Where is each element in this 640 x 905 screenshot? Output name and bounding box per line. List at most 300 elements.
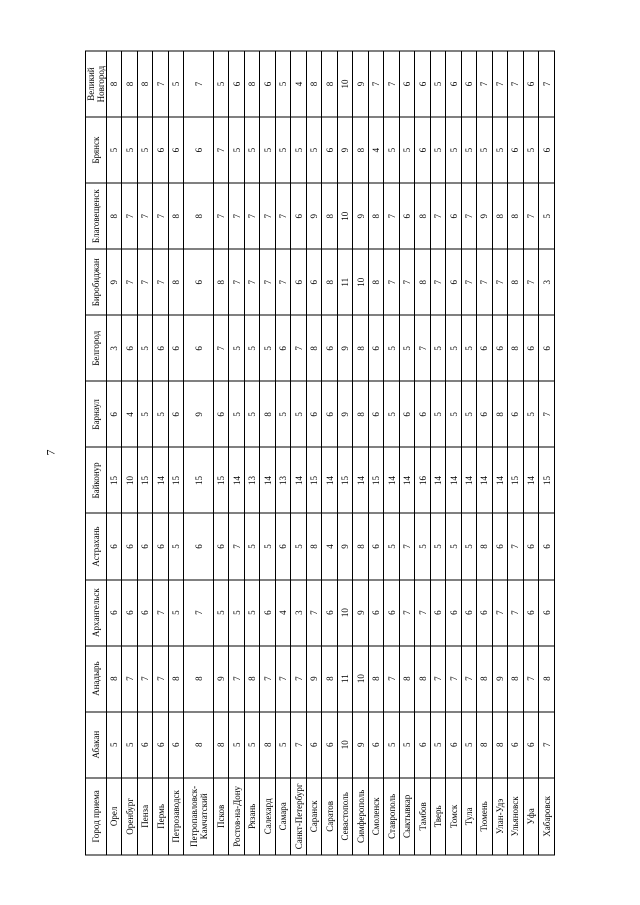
table-cell: 8 [168, 249, 183, 315]
column-header: Благовещенск [86, 183, 107, 249]
table-row [122, 51, 137, 855]
table-row [477, 51, 492, 855]
table-cell: 7 [153, 51, 168, 117]
row-city-cell: Санкт-Петербург [291, 778, 306, 855]
table-cell: 7 [477, 249, 492, 315]
row-city-cell: Севастополь [337, 778, 352, 855]
table-cell: 8 [508, 646, 523, 712]
table-cell: 6 [322, 580, 337, 646]
table-cell: 13 [244, 447, 259, 513]
table-row [275, 51, 290, 855]
table-cell: 8 [244, 646, 259, 712]
table-cell: 6 [291, 183, 306, 249]
table-cell: 7 [430, 646, 445, 712]
table-cell: 7 [415, 315, 430, 381]
row-city-cell: Томск [446, 778, 461, 855]
table-cell: 5 [430, 117, 445, 183]
table-cell: 8 [492, 381, 507, 447]
table-row [461, 51, 476, 855]
table-cell: 8 [184, 183, 214, 249]
table-cell: 5 [291, 513, 306, 579]
table-cell: 7 [368, 51, 383, 117]
table-cell: 7 [446, 646, 461, 712]
table-cell: 14 [477, 447, 492, 513]
table-cell: 14 [153, 447, 168, 513]
table-cell: 6 [306, 712, 321, 778]
table-cell: 7 [260, 183, 275, 249]
table-cell: 5 [229, 381, 244, 447]
table-cell: 8 [353, 381, 368, 447]
table-cell: 5 [384, 712, 399, 778]
table-cell: 3 [539, 249, 555, 315]
table-cell: 7 [430, 249, 445, 315]
table-cell: 5 [275, 381, 290, 447]
table-row [322, 51, 337, 855]
row-city-cell: Тамбов [415, 778, 430, 855]
table-cell: 6 [461, 51, 476, 117]
table-cell: 15 [168, 447, 183, 513]
table-cell: 5 [168, 51, 183, 117]
table-cell: 8 [306, 51, 321, 117]
table-cell: 8 [214, 249, 229, 315]
table-cell: 7 [477, 51, 492, 117]
table-cell: 7 [539, 712, 555, 778]
table-cell: 8 [353, 513, 368, 579]
table-cell: 15 [337, 447, 352, 513]
table-cell: 7 [291, 712, 306, 778]
table-cell: 7 [229, 183, 244, 249]
column-header: Архангельск [86, 580, 107, 646]
row-city-cell: Хабаровск [539, 778, 555, 855]
table-cell: 7 [153, 646, 168, 712]
table-cell: 6 [306, 249, 321, 315]
table-cell: 5 [461, 315, 476, 381]
table-cell: 4 [275, 580, 290, 646]
table-cell: 14 [430, 447, 445, 513]
table-cell: 5 [275, 51, 290, 117]
table-cell: 7 [384, 51, 399, 117]
row-city-cell: Смоленск [368, 778, 383, 855]
row-city-cell: Ростов-на-Дону [229, 778, 244, 855]
table-cell: 6 [107, 381, 122, 447]
table-cell: 6 [137, 580, 152, 646]
table-cell: 5 [523, 117, 538, 183]
page-number: 7 [43, 449, 58, 456]
column-header: Байконур [86, 447, 107, 513]
table-row [353, 51, 368, 855]
table-cell: 6 [260, 51, 275, 117]
table-cell: 8 [508, 315, 523, 381]
table-row [153, 51, 168, 855]
table-row [508, 51, 523, 855]
table-cell: 6 [415, 117, 430, 183]
table-cell: 6 [399, 51, 414, 117]
table-cell: 7 [399, 580, 414, 646]
column-header-city: Город приема [86, 778, 107, 855]
table-cell: 5 [214, 580, 229, 646]
table-cell: 6 [523, 712, 538, 778]
table-cell: 7 [430, 183, 445, 249]
table-cell: 6 [415, 381, 430, 447]
table-row [168, 51, 183, 855]
table-cell: 5 [446, 315, 461, 381]
table-cell: 7 [153, 249, 168, 315]
table-cell: 9 [353, 51, 368, 117]
table-cell: 9 [107, 249, 122, 315]
table-cell: 8 [415, 646, 430, 712]
table-cell: 6 [168, 117, 183, 183]
table-cell: 7 [399, 249, 414, 315]
table-cell: 5 [153, 381, 168, 447]
table-cell: 9 [337, 315, 352, 381]
table-cell: 14 [461, 447, 476, 513]
table-cell: 7 [229, 646, 244, 712]
table-cell: 5 [446, 117, 461, 183]
table-cell: 8 [122, 51, 137, 117]
table-cell: 8 [306, 513, 321, 579]
table-cell: 13 [275, 447, 290, 513]
table-cell: 6 [122, 315, 137, 381]
table-cell: 6 [214, 513, 229, 579]
table-cell: 5 [244, 712, 259, 778]
table-cell: 5 [399, 315, 414, 381]
table-cell: 8 [399, 646, 414, 712]
column-header: Брянск [86, 117, 107, 183]
table-cell: 7 [539, 381, 555, 447]
table-cell: 6 [477, 315, 492, 381]
table-cell: 9 [306, 646, 321, 712]
table-cell: 5 [430, 381, 445, 447]
table-cell: 8 [477, 646, 492, 712]
table-cell: 5 [461, 712, 476, 778]
table-cell: 5 [492, 117, 507, 183]
table-row [523, 51, 538, 855]
table-cell: 15 [107, 447, 122, 513]
table-cell: 7 [184, 580, 214, 646]
table-cell: 6 [306, 381, 321, 447]
table-cell: 5 [214, 51, 229, 117]
table-cell: 7 [260, 646, 275, 712]
table-cell: 5 [306, 117, 321, 183]
table-cell: 9 [337, 513, 352, 579]
table-cell: 7 [214, 183, 229, 249]
table-cell: 7 [461, 183, 476, 249]
table-cell: 6 [168, 381, 183, 447]
table-cell: 6 [368, 315, 383, 381]
table-cell: 14 [446, 447, 461, 513]
table-cell: 8 [322, 249, 337, 315]
table-cell: 9 [306, 183, 321, 249]
column-header: Великий Новгород [86, 51, 107, 117]
table-cell: 6 [508, 117, 523, 183]
table-cell: 9 [337, 117, 352, 183]
table-cell: 6 [539, 315, 555, 381]
table-cell: 6 [214, 381, 229, 447]
table-cell: 7 [122, 646, 137, 712]
column-header: Белгород [86, 315, 107, 381]
table-cell: 6 [492, 513, 507, 579]
table-row [337, 51, 352, 855]
table-cell: 8 [137, 51, 152, 117]
table-row [229, 51, 244, 855]
table-cell: 7 [137, 646, 152, 712]
table-cell: 5 [430, 712, 445, 778]
table-row [492, 51, 507, 855]
table-row [539, 51, 555, 855]
table-cell: 7 [244, 183, 259, 249]
table-cell: 16 [415, 447, 430, 513]
table-cell: 7 [523, 249, 538, 315]
table-cell: 7 [492, 249, 507, 315]
table-cell: 6 [523, 51, 538, 117]
table-cell: 7 [122, 183, 137, 249]
table-row [291, 51, 306, 855]
column-header: Анадырь [86, 646, 107, 712]
table-cell: 15 [137, 447, 152, 513]
table-cell: 9 [353, 580, 368, 646]
table-cell: 5 [137, 315, 152, 381]
table-cell: 15 [368, 447, 383, 513]
table-cell: 7 [122, 249, 137, 315]
table-cell: 6 [168, 712, 183, 778]
table-cell: 5 [244, 580, 259, 646]
table-cell: 8 [368, 646, 383, 712]
row-city-cell: Сыктывкар [399, 778, 414, 855]
table-cell: 5 [260, 117, 275, 183]
table-cell: 8 [107, 51, 122, 117]
table-cell: 6 [446, 51, 461, 117]
table-cell: 5 [107, 712, 122, 778]
table-cell: 10 [122, 447, 137, 513]
table-cell: 8 [492, 183, 507, 249]
table-cell: 6 [153, 513, 168, 579]
table-cell: 6 [368, 381, 383, 447]
table-cell: 8 [168, 646, 183, 712]
table-cell: 6 [446, 712, 461, 778]
table-cell: 8 [107, 646, 122, 712]
table-cell: 5 [461, 381, 476, 447]
table-row [137, 51, 152, 855]
row-city-cell: Петрозаводск [168, 778, 183, 855]
table-cell: 6 [184, 513, 214, 579]
table-cell: 7 [306, 580, 321, 646]
table-cell: 7 [461, 646, 476, 712]
table-cell: 6 [446, 249, 461, 315]
table-cell: 7 [523, 183, 538, 249]
table-cell: 8 [322, 646, 337, 712]
table-cell: 6 [446, 183, 461, 249]
table-cell: 8 [244, 51, 259, 117]
row-city-cell: Пермь [153, 778, 168, 855]
table-cell: 15 [539, 447, 555, 513]
table-cell: 6 [523, 315, 538, 381]
table-row [399, 51, 414, 855]
table-cell: 5 [275, 117, 290, 183]
table-cell: 5 [122, 712, 137, 778]
table-cell: 7 [523, 646, 538, 712]
table-cell: 8 [415, 249, 430, 315]
table-cell: 8 [260, 381, 275, 447]
table-cell: 7 [415, 580, 430, 646]
table-cell: 6 [184, 249, 214, 315]
table-row [415, 51, 430, 855]
table-cell: 5 [244, 381, 259, 447]
table-cell: 7 [461, 249, 476, 315]
table-cell: 11 [337, 646, 352, 712]
table-cell: 3 [107, 315, 122, 381]
table-cell: 9 [337, 381, 352, 447]
table-cell: 9 [492, 646, 507, 712]
table-cell: 6 [322, 381, 337, 447]
table-cell: 5 [399, 117, 414, 183]
table-cell: 8 [539, 646, 555, 712]
table-cell: 6 [168, 315, 183, 381]
table-row [368, 51, 383, 855]
table-cell: 8 [184, 712, 214, 778]
table-cell: 7 [137, 249, 152, 315]
table-cell: 6 [260, 580, 275, 646]
table-cell: 7 [214, 117, 229, 183]
row-city-cell: Оренбург [122, 778, 137, 855]
table-cell: 5 [430, 513, 445, 579]
table-cell: 5 [229, 117, 244, 183]
row-city-cell: Ульяновск [508, 778, 523, 855]
table-cell: 6 [508, 381, 523, 447]
table-cell: 5 [122, 117, 137, 183]
table-cell: 6 [153, 315, 168, 381]
table-cell: 7 [184, 51, 214, 117]
table-cell: 6 [477, 381, 492, 447]
table-cell: 5 [229, 580, 244, 646]
table-cell: 5 [107, 117, 122, 183]
row-city-cell: Орел [107, 778, 122, 855]
table-cell: 6 [384, 580, 399, 646]
table-cell: 6 [415, 51, 430, 117]
table-cell: 14 [399, 447, 414, 513]
table-cell: 10 [337, 712, 352, 778]
table-cell: 6 [477, 580, 492, 646]
table-cell: 5 [244, 513, 259, 579]
table-cell: 8 [322, 51, 337, 117]
row-city-cell: Петропавловск-Камчатский [184, 778, 214, 855]
table-cell: 7 [384, 249, 399, 315]
table-cell: 8 [368, 249, 383, 315]
table-cell: 5 [446, 381, 461, 447]
table-row [214, 51, 229, 855]
table-cell: 6 [275, 315, 290, 381]
table-cell: 6 [523, 580, 538, 646]
table-cell: 5 [384, 381, 399, 447]
row-city-cell: Самара [275, 778, 290, 855]
table-cell: 8 [368, 183, 383, 249]
table-cell: 8 [184, 646, 214, 712]
table-cell: 6 [461, 580, 476, 646]
table-cell: 6 [153, 117, 168, 183]
row-city-cell: Симферополь [353, 778, 368, 855]
table-row [430, 51, 445, 855]
table-row [306, 51, 321, 855]
table-cell: 6 [415, 712, 430, 778]
table-cell: 5 [446, 513, 461, 579]
table-cell: 5 [461, 117, 476, 183]
table-cell: 4 [122, 381, 137, 447]
table-cell: 6 [291, 249, 306, 315]
table-cell: 8 [260, 712, 275, 778]
table-cell: 14 [353, 447, 368, 513]
table-cell: 7 [291, 315, 306, 381]
table-cell: 9 [184, 381, 214, 447]
column-header: Биробиджан [86, 249, 107, 315]
table-row [260, 51, 275, 855]
table-cell: 9 [477, 183, 492, 249]
table-cell: 5 [275, 712, 290, 778]
table-cell: 7 [508, 513, 523, 579]
table-cell: 6 [508, 712, 523, 778]
table-cell: 8 [353, 117, 368, 183]
table-cell: 5 [539, 183, 555, 249]
table-cell: 7 [508, 51, 523, 117]
table-cell: 7 [137, 183, 152, 249]
table-row [107, 51, 122, 855]
table-cell: 5 [384, 117, 399, 183]
table-cell: 6 [229, 51, 244, 117]
table-cell: 5 [137, 381, 152, 447]
table-cell: 5 [229, 315, 244, 381]
row-city-cell: Уфа [523, 778, 538, 855]
table-cell: 7 [229, 513, 244, 579]
table-cell: 5 [168, 513, 183, 579]
table-cell: 14 [260, 447, 275, 513]
table-cell: 14 [523, 447, 538, 513]
table-cell: 6 [122, 513, 137, 579]
table-cell: 7 [399, 513, 414, 579]
table-cell: 14 [492, 447, 507, 513]
table-cell: 4 [291, 51, 306, 117]
table-cell: 7 [275, 249, 290, 315]
table-cell: 8 [306, 315, 321, 381]
table-cell: 5 [260, 315, 275, 381]
table-cell: 5 [168, 580, 183, 646]
row-city-cell: Салехард [260, 778, 275, 855]
table-cell: 14 [229, 447, 244, 513]
table-cell: 5 [477, 117, 492, 183]
table-cell: 7 [384, 646, 399, 712]
row-city-cell: Тула [461, 778, 476, 855]
table-cell: 6 [399, 183, 414, 249]
table-cell: 6 [430, 580, 445, 646]
table-cell: 7 [153, 580, 168, 646]
row-city-cell: Тверь [430, 778, 445, 855]
table-cell: 4 [368, 117, 383, 183]
table-cell: 8 [322, 183, 337, 249]
row-city-cell: Псков [214, 778, 229, 855]
table-cell: 8 [477, 513, 492, 579]
table-row [244, 51, 259, 855]
table-cell: 5 [430, 315, 445, 381]
table-cell: 6 [492, 315, 507, 381]
table-cell: 3 [291, 580, 306, 646]
table-cell: 14 [291, 447, 306, 513]
table-cell: 5 [461, 513, 476, 579]
table-cell: 15 [214, 447, 229, 513]
table-cell: 7 [153, 183, 168, 249]
table-cell: 7 [291, 646, 306, 712]
table-cell: 8 [415, 183, 430, 249]
table-cell: 5 [384, 513, 399, 579]
table-cell: 7 [384, 183, 399, 249]
table-cell: 5 [244, 117, 259, 183]
table-cell: 8 [492, 712, 507, 778]
